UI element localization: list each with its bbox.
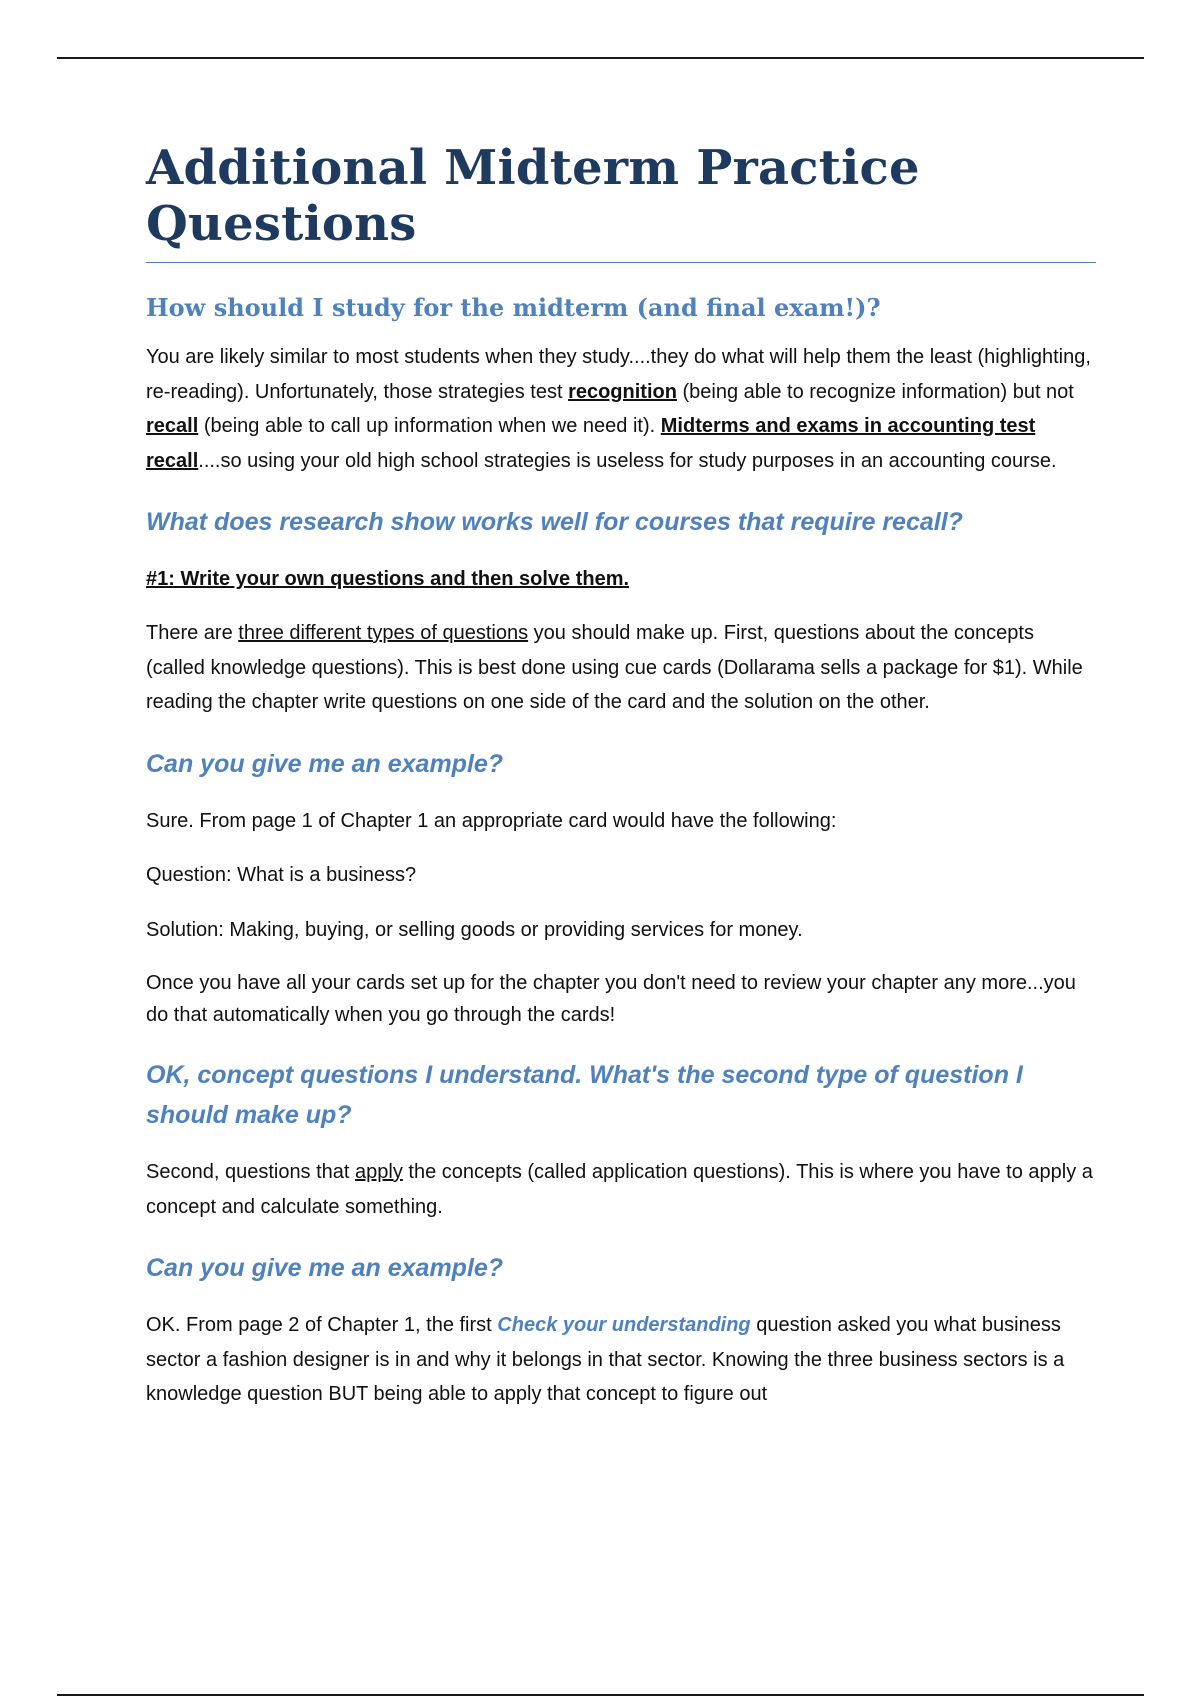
step-heading-1: #1: Write your own questions and then solve them. [146, 568, 630, 590]
paragraph-example-question: Question: What is a business? [146, 864, 417, 886]
section-heading-example-1: Can you give me an example? [146, 749, 504, 778]
paragraph-application-questions: Second, questions that apply the concepts (called application questions). This is where you have to apply a concept and calculate something. [146, 1161, 1093, 1218]
section-heading-study: How should I study for the midterm (and final exam!)? [146, 293, 881, 322]
top-rule [57, 57, 1144, 59]
term-recognition: recognition [568, 380, 677, 403]
paragraph-fashion-designer: OK. From page 2 of Chapter 1, the first Check your understanding question asked you what business sector a fashion designer is in and why it belongs in that sector. Knowing the three business sectors is a knowledge question BUT being able to apply that concept to figure out [146, 1314, 1065, 1405]
term-three-types: three different types of questions [238, 622, 529, 644]
section-heading-second-type: OK, concept questions I understand. What's the second type of question I should make up? [146, 1061, 1023, 1129]
term-recall: recall [146, 415, 199, 437]
emphasis-recall: Midterms and exams in accounting test recall [146, 415, 1036, 472]
document-page [146, 140, 1096, 1432]
paragraph-example-solution: Solution: Making, buying, or selling goods or providing services for money. [146, 918, 803, 941]
term-apply: apply [355, 1161, 403, 1183]
paragraph-study-habits: You are likely similar to most students when they study....they do what will help them the least (highlighting, re-reading). Unfortunately, those strategies test recognition (being able to recognize information) but not recall (being able to call up information when we need it). Midterms and exams in accounting test recall....so using your old high school strategies is useless for study purposes in an accounting course. [146, 346, 1091, 472]
paragraph-cards-review: Once you have all your cards set up for the chapter you don't need to review your chapter any more...you do that automatically when you go through the cards! [146, 972, 1076, 1026]
paragraph-example-intro: Sure. From page 1 of Chapter 1 an appropriate card would have the following: [146, 809, 837, 832]
paragraph-question-types: There are three different types of questions you should make up. First, questions about the concepts (called knowledge questions). This is best done using cue cards (Dollarama sells a package for $1). While reading the chapter write questions on one side of the card and the solution on the other. [146, 622, 1083, 713]
bottom-rule [57, 1694, 1144, 1696]
page-title: Additional Midterm Practice Questions [146, 140, 1096, 263]
section-heading-example-2: Can you give me an example? [146, 1254, 504, 1282]
section-heading-research: What does research show works well for courses that require recall? [146, 508, 963, 536]
check-your-understanding-ref: Check your understanding [497, 1314, 751, 1336]
